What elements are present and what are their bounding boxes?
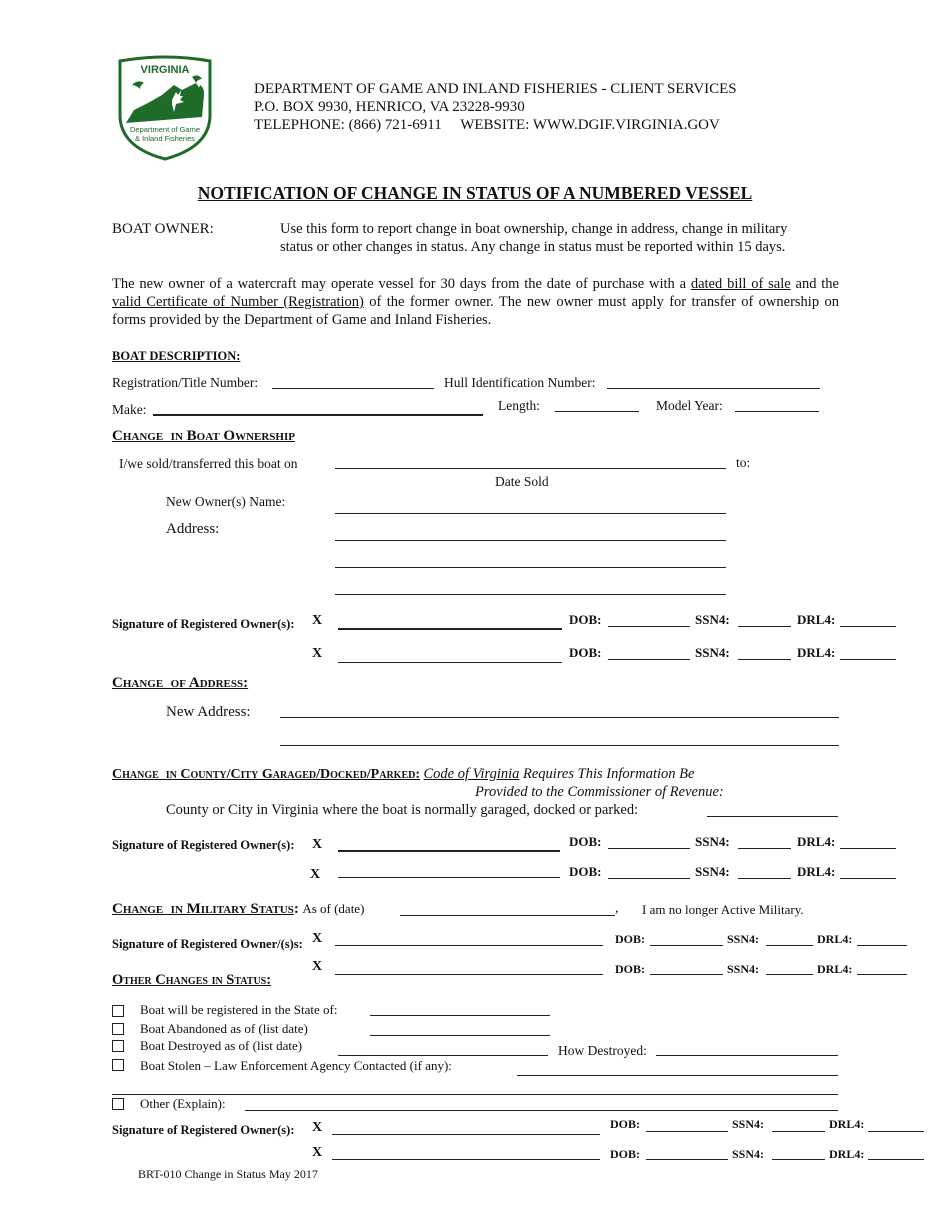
ssn4-label: SSN4:: [695, 864, 730, 879]
ssn4-input[interactable]: [738, 659, 791, 660]
drl4-input[interactable]: [840, 659, 896, 660]
dob-input[interactable]: [608, 659, 690, 660]
stolen-agency-input[interactable]: [517, 1075, 838, 1076]
signature-label: Signature of Registered Owner(s):: [112, 617, 295, 631]
dob-input[interactable]: [650, 945, 723, 946]
county-line-2: Provided to the Commissioner of Revenue:: [475, 784, 724, 800]
signature-input[interactable]: [335, 974, 603, 975]
ssn4-label: SSN4:: [727, 932, 760, 946]
dob-label: DOB:: [615, 932, 645, 946]
signature-input[interactable]: [338, 662, 562, 663]
stolen-label: Boat Stolen – Law Enforcement Agency Contacted (if any):: [140, 1058, 452, 1073]
county-question: County or City in Virginia where the boat is normally garaged, docked or parked:: [166, 802, 639, 818]
dob-label: DOB:: [610, 1147, 640, 1161]
how-destroyed-input[interactable]: [656, 1055, 838, 1056]
abandoned-date-input[interactable]: [370, 1035, 550, 1036]
code-of-virginia: Code of Virginia: [423, 766, 520, 782]
address-label: Address:: [166, 521, 220, 537]
drl4-input[interactable]: [857, 974, 907, 975]
dob-input[interactable]: [646, 1131, 728, 1132]
other-checkbox[interactable]: [112, 1098, 124, 1110]
ownership-heading: Change in Boat Ownership: [112, 428, 295, 444]
signature-input[interactable]: [332, 1159, 600, 1160]
ssn4-input[interactable]: [738, 878, 791, 879]
make-input[interactable]: [153, 414, 483, 416]
destroyed-checkbox[interactable]: [112, 1040, 124, 1052]
signature-label: Signature of Registered Owner(s):: [112, 838, 295, 852]
drl4-label: DRL4:: [829, 1147, 865, 1161]
dob-label: DOB:: [569, 645, 602, 660]
destroyed-date-input[interactable]: [338, 1055, 548, 1056]
signature-input[interactable]: [338, 850, 560, 852]
drl4-label: DRL4:: [817, 962, 853, 976]
drl4-input[interactable]: [868, 1159, 924, 1160]
military-comma: ,: [615, 901, 619, 916]
boat-description-heading: BOAT DESCRIPTION:: [112, 349, 241, 363]
as-of-label: As of (date): [302, 901, 365, 916]
sold-label: I/we sold/transferred this boat on: [119, 456, 298, 471]
military-heading-line: [112, 901, 364, 918]
stolen-agency-input-2[interactable]: [112, 1094, 838, 1095]
ssn4-label: SSN4:: [695, 612, 730, 627]
drl4-label: DRL4:: [797, 864, 836, 879]
signature-input[interactable]: [338, 877, 560, 878]
registration-label: Registration/Title Number:: [112, 375, 259, 390]
dob-label: DOB:: [569, 834, 602, 849]
registered-state-input[interactable]: [370, 1015, 550, 1016]
logo-text-line1: Department of Game: [129, 125, 201, 134]
ssn4-input[interactable]: [766, 945, 813, 946]
boat-owner-label: BOAT OWNER:: [112, 221, 214, 237]
new-address-input-2[interactable]: [280, 745, 839, 746]
explain-label: Other (Explain):: [140, 1096, 226, 1111]
drl4-input[interactable]: [840, 626, 896, 627]
header-line-3: TELEPHONE: (866) 721-6911 WEBSITE: WWW.DGIF.VIRGINIA.GOV: [254, 117, 720, 133]
drl4-input[interactable]: [840, 848, 896, 849]
address-input-1[interactable]: [335, 540, 726, 541]
abandoned-checkbox[interactable]: [112, 1023, 124, 1035]
drl4-label: DRL4:: [829, 1117, 865, 1131]
dob-input[interactable]: [608, 626, 690, 627]
ssn4-input[interactable]: [772, 1159, 825, 1160]
signature-x: X: [312, 1120, 323, 1135]
intro-part-2: and the: [790, 276, 839, 292]
county-heading-line: [112, 766, 694, 783]
boat-owner-text-2: status or other changes in status. Any change in status must be reported within 15 days.: [280, 239, 786, 255]
hull-input[interactable]: [607, 388, 820, 389]
certificate-text: valid Certificate of Number (Registration): [112, 294, 364, 310]
logo-text-line2: & Inland Fisheries: [134, 134, 196, 143]
signature-input[interactable]: [335, 945, 603, 946]
intro-part-3: of the former owner. The new owner must apply for transfer of ownership on forms provided by the Department of Game and Inland Fisheries.: [112, 294, 839, 328]
ssn4-label: SSN4:: [732, 1117, 765, 1131]
length-input[interactable]: [555, 411, 639, 412]
new-owner-label: New Owner(s) Name:: [166, 494, 286, 509]
length-label: Length:: [498, 398, 540, 413]
ssn4-label: SSN4:: [732, 1147, 765, 1161]
dob-input[interactable]: [608, 878, 690, 879]
ssn4-input[interactable]: [738, 848, 791, 849]
other-heading: Other Changes in Status:: [112, 972, 272, 988]
drl4-input[interactable]: [868, 1131, 924, 1132]
hull-label: Hull Identification Number:: [444, 375, 596, 390]
drl4-label: DRL4:: [797, 834, 836, 849]
new-owner-input[interactable]: [335, 513, 726, 514]
address-change-heading: Change of Address:: [112, 675, 249, 691]
registration-input[interactable]: [272, 388, 434, 389]
date-sold-input[interactable]: [335, 468, 726, 469]
signature-x: X: [312, 1145, 323, 1160]
how-destroyed-label: How Destroyed:: [558, 1043, 647, 1058]
signature-input[interactable]: [338, 628, 562, 630]
military-statement: I am no longer Active Military.: [642, 902, 804, 917]
dob-label: DOB:: [569, 864, 602, 879]
drl4-label: DRL4:: [797, 612, 836, 627]
dob-input[interactable]: [646, 1159, 728, 1160]
drl4-label: DRL4:: [817, 932, 853, 946]
to-label: to:: [736, 455, 751, 470]
military-date-input[interactable]: [400, 915, 615, 916]
intro-part-1: The new owner of a watercraft may operate vessel for 30 days from the date of purchase with a: [112, 276, 691, 292]
ssn4-label: SSN4:: [727, 962, 760, 976]
header-line-2: P.O. BOX 9930, HENRICO, VA 23228-9930: [254, 99, 525, 115]
dob-label: DOB:: [615, 962, 645, 976]
address-input-3[interactable]: [335, 594, 726, 595]
model-year-label: Model Year:: [656, 398, 723, 413]
county-requires: Requires This Information Be: [519, 766, 695, 782]
new-address-label: New Address:: [166, 704, 251, 720]
date-sold-caption: Date Sold: [495, 474, 549, 489]
signature-label: Signature of Registered Owner(s):: [112, 1123, 295, 1137]
logo-top-text: VIRGINIA: [140, 64, 190, 76]
dob-label: DOB:: [569, 612, 602, 627]
ssn4-input[interactable]: [738, 626, 791, 627]
ssn4-input[interactable]: [766, 974, 813, 975]
destroyed-label: Boat Destroyed as of (list date): [140, 1038, 303, 1053]
signature-label-military: Signature of Registered Owner/(s)s:: [112, 937, 303, 951]
address-input-2[interactable]: [335, 567, 726, 568]
form-footer: BRT-010 Change in Status May 2017: [138, 1167, 318, 1181]
form-title: NOTIFICATION OF CHANGE IN STATUS OF A NUMBERED VESSEL: [197, 183, 753, 203]
military-colon: :: [293, 901, 299, 917]
dob-label: DOB:: [610, 1117, 640, 1131]
intro-paragraph: [112, 275, 839, 329]
drl4-input[interactable]: [857, 945, 907, 946]
county-input[interactable]: [707, 816, 838, 817]
header-line-1: DEPARTMENT OF GAME AND INLAND FISHERIES - CLIENT SERVICES: [254, 81, 737, 97]
drl4-input[interactable]: [840, 878, 896, 879]
explain-input[interactable]: [245, 1110, 838, 1111]
signature-x: X: [312, 959, 323, 974]
make-label: Make:: [112, 402, 147, 417]
signature-x: X: [312, 646, 323, 661]
bill-of-sale-text: dated bill of sale: [690, 276, 791, 292]
registered-checkbox[interactable]: [112, 1005, 124, 1017]
model-year-input[interactable]: [735, 411, 819, 412]
drl4-label: DRL4:: [797, 645, 836, 660]
ssn4-input[interactable]: [772, 1131, 825, 1132]
virginia-dgif-seal-icon: [112, 55, 218, 161]
signature-x: X: [312, 931, 323, 946]
registered-label: Boat will be registered in the State of:: [140, 1002, 338, 1017]
signature-x: X: [312, 837, 323, 852]
county-heading: Change in County/City Garaged/Docked/Parked:: [112, 767, 421, 782]
military-heading: Change in Military Status: [112, 901, 294, 917]
ssn4-label: SSN4:: [695, 834, 730, 849]
dob-input[interactable]: [608, 848, 690, 849]
signature-x: X: [310, 867, 321, 882]
agency-logo: [112, 55, 218, 161]
dob-input[interactable]: [650, 974, 723, 975]
stolen-checkbox[interactable]: [112, 1059, 124, 1071]
signature-x: X: [312, 613, 323, 628]
boat-owner-text-1: Use this form to report change in boat ownership, change in address, change in military: [280, 221, 788, 237]
signature-input[interactable]: [332, 1134, 600, 1135]
abandoned-label: Boat Abandoned as of (list date): [140, 1021, 308, 1036]
ssn4-label: SSN4:: [695, 645, 730, 660]
new-address-input-1[interactable]: [280, 717, 839, 718]
